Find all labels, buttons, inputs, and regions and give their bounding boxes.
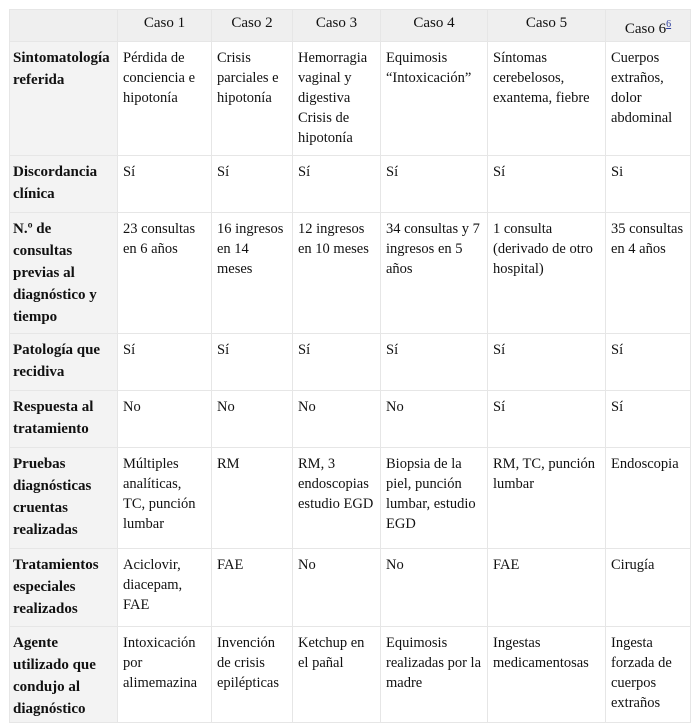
- table-cell: No: [212, 391, 293, 448]
- header-caso-1: Caso 1: [118, 10, 212, 42]
- table-cell: Sí: [118, 156, 212, 213]
- header-caso-5: Caso 5: [488, 10, 606, 42]
- table-container: [9, 9, 690, 723]
- row-label: Discordancia clínica: [10, 156, 118, 213]
- row-label: Agente utilizado que condujo al diagnóstico: [10, 627, 118, 723]
- header-caso-4: Caso 4: [381, 10, 488, 42]
- header-caso-6-label: Caso 6: [624, 21, 667, 37]
- table-cell: RM, 3 endoscopias estudio EGD: [293, 448, 381, 549]
- table-cell: Sí: [212, 156, 293, 213]
- header-caso-2: Caso 2: [212, 10, 293, 42]
- table-cell: Sí: [488, 334, 606, 391]
- row-label: Pruebas diagnósticas cruentas realizadas: [10, 448, 118, 549]
- table-cell: Sí: [212, 334, 293, 391]
- table-cell: Ingesta forzada de cuerpos extraños: [606, 627, 691, 723]
- table-row: [10, 334, 691, 391]
- table-cell: 16 ingresos en 14 meses: [212, 213, 293, 334]
- table-cell: Aciclovir, diacepam, FAE: [118, 549, 212, 627]
- table-cell: Intoxicación por alimemazina: [118, 627, 212, 723]
- table-cell: 23 consultas en 6 años: [118, 213, 212, 334]
- table-cell: Sí: [293, 156, 381, 213]
- table-cell: Si: [606, 156, 691, 213]
- table-cell: RM: [212, 448, 293, 549]
- row-label: Sintomatología referida: [10, 42, 118, 156]
- table-cell: Síntomas cerebelosos, exantema, fiebre: [488, 42, 606, 156]
- table-cell: RM, TC, punción lumbar: [488, 448, 606, 549]
- table-row: [10, 213, 691, 334]
- header-corner: [10, 10, 118, 42]
- header-caso-3: Caso 3: [293, 10, 381, 42]
- table-cell: Múltiples analíticas, TC, punción lumbar: [118, 448, 212, 549]
- table-cell: Sí: [118, 334, 212, 391]
- table-cell: Cuerpos extraños, dolor abdominal: [606, 42, 691, 156]
- table-row: [10, 448, 691, 549]
- table-cell: Invención de crisis epilépticas: [212, 627, 293, 723]
- table-cell: Sí: [488, 156, 606, 213]
- table-cell: Equimosis “Intoxicación”: [381, 42, 488, 156]
- table-cell: FAE: [212, 549, 293, 627]
- table-row: [10, 627, 691, 723]
- table-cell: 35 consultas en 4 años: [606, 213, 691, 334]
- table-cell: No: [293, 549, 381, 627]
- table-cell: Equimosis realizadas por la madre: [381, 627, 488, 723]
- row-label: Respuesta al tratamiento: [10, 391, 118, 448]
- table-cell: Endoscopia: [606, 448, 691, 549]
- table-cell: Sí: [488, 391, 606, 448]
- row-label: Tratamientos especiales realizados: [10, 549, 118, 627]
- row-label: Patología que recidiva: [10, 334, 118, 391]
- table-cell: No: [118, 391, 212, 448]
- header-caso-6: [606, 10, 691, 42]
- table-row: [10, 391, 691, 448]
- table-cell: Sí: [381, 334, 488, 391]
- table-cell: Ketchup en el pañal: [293, 627, 381, 723]
- table-row: [10, 156, 691, 213]
- table-cell: No: [381, 549, 488, 627]
- row-label: N.º de consultas previas al diagnóstico y tiempo: [10, 213, 118, 334]
- table-cell: FAE: [488, 549, 606, 627]
- table-cell: Cirugía: [606, 549, 691, 627]
- table-cell: No: [381, 391, 488, 448]
- table-cell: Sí: [381, 156, 488, 213]
- header-row: [10, 10, 691, 42]
- table-cell: Hemorragia vaginal y digestiva Crisis de hipotonía: [293, 42, 381, 156]
- table-cell: Sí: [606, 391, 691, 448]
- table-cell: Sí: [293, 334, 381, 391]
- table-cell: 1 consulta (derivado de otro hospital): [488, 213, 606, 334]
- table-cell: Pérdida de conciencia e hipotonía: [118, 42, 212, 156]
- table-row: [10, 42, 691, 156]
- table-cell: Ingestas medicamentosas: [488, 627, 606, 723]
- table-cell: 34 consultas y 7 ingresos en 5 años: [381, 213, 488, 334]
- cases-table: [9, 9, 691, 723]
- table-cell: No: [293, 391, 381, 448]
- table-cell: 12 ingresos en 10 meses: [293, 213, 381, 334]
- table-cell: Crisis parciales e hipotonía: [212, 42, 293, 156]
- table-cell: Sí: [606, 334, 691, 391]
- reference-link[interactable]: 6: [666, 19, 672, 30]
- table-cell: Biopsia de la piel, punción lumbar, estudio EGD: [381, 448, 488, 549]
- table-row: [10, 549, 691, 627]
